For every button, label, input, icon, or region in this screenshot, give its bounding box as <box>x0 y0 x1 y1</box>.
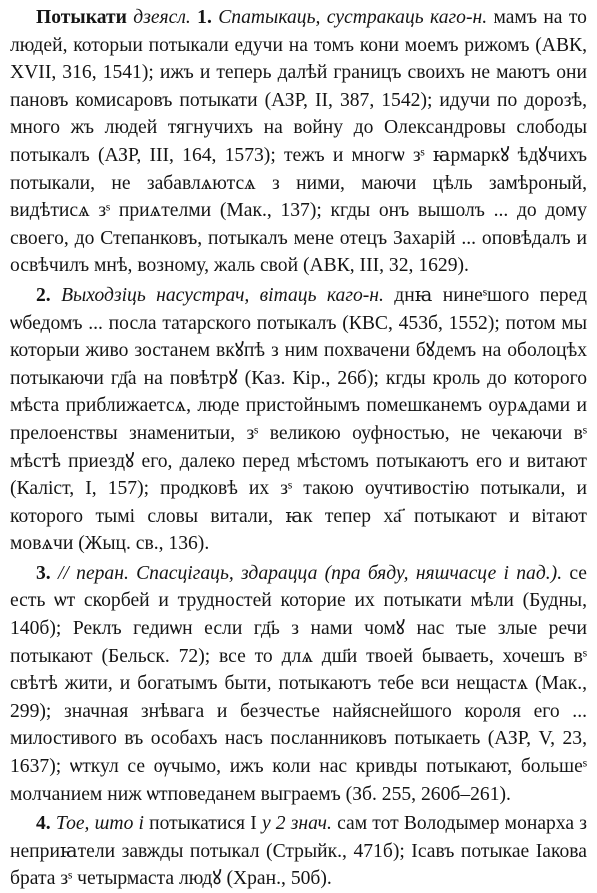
sense-definition: Спатыкаць, сустракаць каго-н. <box>218 7 488 28</box>
sense-number: 2. <box>36 284 51 306</box>
sense-4 <box>10 810 587 893</box>
part-of-speech: дзеясл. <box>133 7 191 28</box>
cross-reference-word: потыкатися I <box>143 813 262 835</box>
sense-citations: днꙗ нинеˢшого перед ѡбедомъ ... посла татарского потыкалъ (КВС, 453б, 1552); потом мы которыи живо зостанем вкꙋпѣ з ним похвачени бꙋдемъ на оболоцѣх потыкаючи гд҃а на повѣтрꙋ (Каз. Кір., 26б); кгды кроль до которого мѣста приближаетсѧ, люде пристойнымъ помешканемъ оурѧдами и прелоенствы знаменитыи, зˢ великою оуфностью, не чекаючи вˢ мѣстѣ приездꙋ его, далеко перед мѣстомъ потыкаютъ его и витают (Каліст, I, 157); продковѣ их зˢ такою оучтивостію потыкали, и которого тымі словы витали, ꙗк тепер ха҃ потыкают и вітают мовѧчи (Жыц. св., 136). <box>10 284 587 555</box>
sense-number: 4. <box>36 813 51 835</box>
sense-definition: Выходзіць насустрач, вітаць каго-н. <box>61 284 384 306</box>
cross-reference-sense: у 2 знач. <box>261 813 332 835</box>
headword: Потыкати <box>36 7 127 28</box>
sense-3 <box>10 560 587 808</box>
sense-citations: сам тот Володымер монарха з неприꙗтели завжды потыкал (Стрыйк., 471б); Ісавъ потыкае Іакова брата зˢ четырмаста людꙋ (Хран., 50б). <box>10 813 587 890</box>
sense-2 <box>10 282 587 558</box>
sense-definition: Тое, што і <box>55 813 144 835</box>
sense-citations: мамъ на то людей, которыи потыкали едучи на томъ кони моемъ рижомъ (АВК, XVII, 316, 1541); ижъ и теперь далѣй границъ своихъ не маютъ они пановъ комисаровъ потыкати (АЗР, II, 387, 1542); идучи по дорозѣ, много жъ людей тягнучихъ на войну до Олександровы слободы потыкалъ (АЗР, III, 164, 1573); тежъ и многѡ зˢ ꙗрмаркꙋ ѣдꙋчихъ потыкали, не забавлѧютсѧ з ними, маючи цѣль замѣроный, видѣтисѧ зˢ приѧтелми (Мак., 137); кгды онъ вышолъ ... до дому своего, до Степанковъ, потыкалъ мене отецъ Захарій ... оповѣдалъ и освѣчилъ мнѣ, возному, жаль свой (АВК, III, 32, 1629). <box>10 7 587 277</box>
sense-citations: се есть ѡт скорбей и трудностей которие их потыкати мѣли (Будны, 140б); Реклъ гедиѡн если гд҃ь з нами чомꙋ нас тые злые речи потыкают (Бельск. 72); все то длѧ дш҃и твоей бываеть, хочешъ вˢ свѣтѣ жити, и богатымъ быти, потыкаютъ тебе вси нещастѧ (Мак., 299); значная знѣвага и безчестье найяснейшого короля его ... милостивого въ особахъ насъ посланниковъ потыкаеть (АЗР, V, 23, 1637); ѡткул се ѹчымо, ижъ коли нас кривды потыкают, большеˢ молчанием ниж ѡтповеданем выграемъ (Зб. 255, 260б–261). <box>10 562 587 805</box>
sense-number: 3. <box>36 562 51 584</box>
sense-definition: // перан. Спасцігаць, здарацца (пра бяду, няшчасце і пад.). <box>57 562 563 584</box>
sense-number: 1. <box>197 7 212 28</box>
sense-1 <box>10 4 587 280</box>
